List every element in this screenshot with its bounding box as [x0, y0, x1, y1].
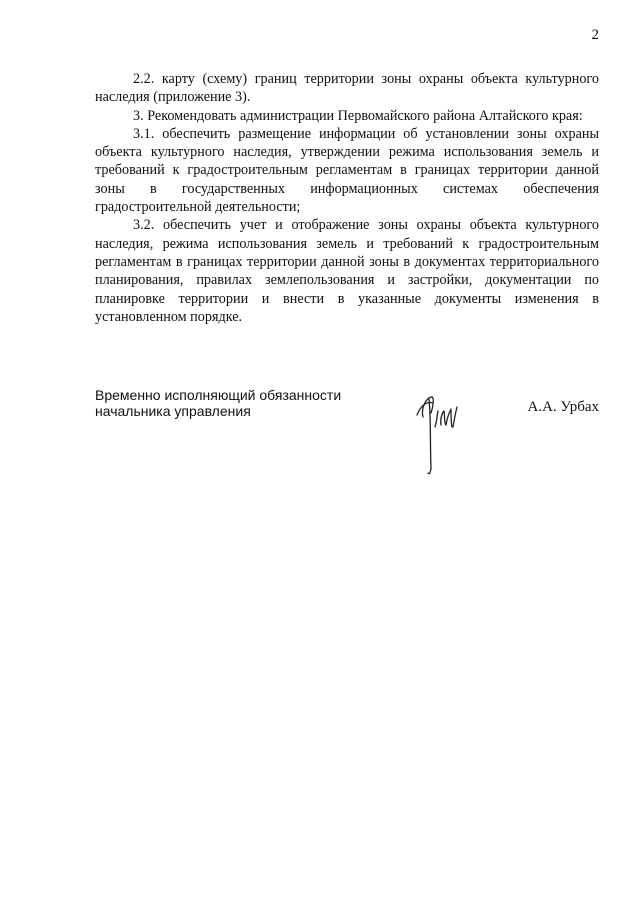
paragraph-2-2: 2.2. карту (схему) границ территории зоны охраны объекта культурного наследия (приложение 3).: [95, 71, 599, 106]
signatory-name: А.А. Урбах: [527, 399, 599, 415]
document-body: [95, 70, 599, 326]
signatory-position-line-1: Временно исполняющий обязанности: [95, 387, 342, 403]
paragraph-3-2: 3.2. обеспечить учет и отображение зоны охраны объекта культурного наследия, режима использования земель и требований к градостроительным регламентам в границах территории данной зоны в документах территориального планирования, правилах землепользования и застройки, документации по планировке территории и внести в указанные документы изменения в установленном порядке.: [95, 217, 599, 325]
handwritten-signature: [413, 387, 473, 479]
paragraph-3-1: 3.1. обеспечить размещение информации об установлении зоны охраны объекта культурного наследия, утверждении режима использования земель и требований к градостроительным регламентам в границах территории данной зоны в государственных информационных системах обеспечения градостроительной деятельности;: [95, 125, 599, 216]
paragraph-3: 3. Рекомендовать администрации Первомайского района Алтайского края:: [133, 107, 583, 124]
signatory-position-line-2: начальника управления: [95, 403, 251, 419]
page-number: 2: [591, 27, 599, 43]
signatory-position: [95, 387, 355, 419]
signature-block: [95, 387, 599, 477]
